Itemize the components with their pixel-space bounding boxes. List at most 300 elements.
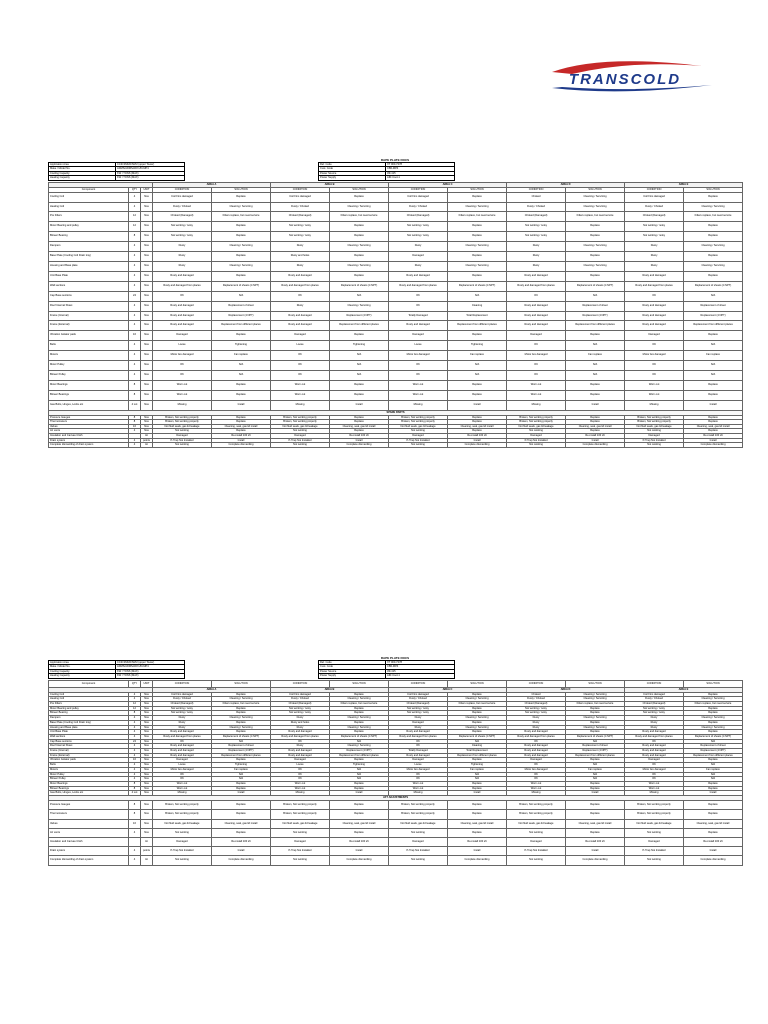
condition-cell: Missing bbox=[625, 400, 684, 410]
condition-cell: Not working / noisy bbox=[389, 232, 448, 242]
solution-cell: N/A bbox=[566, 361, 625, 371]
unit-cell: Nos bbox=[141, 777, 153, 782]
condition-cell: Rusty bbox=[507, 252, 566, 262]
unit-cell: Nos bbox=[141, 271, 153, 281]
solution-cell: Replace bbox=[684, 720, 743, 725]
unit-cell: Nos bbox=[141, 786, 153, 791]
component-name: Pressure Gauges bbox=[49, 415, 129, 420]
col-qty: QTY bbox=[129, 187, 141, 192]
solution-cell: N/A bbox=[566, 772, 625, 777]
solution-cell: Install bbox=[566, 438, 625, 443]
solution-cell: Cleaning / Servicing bbox=[212, 202, 271, 212]
qty-cell: 4 bbox=[129, 321, 141, 331]
unit-cell: Nos bbox=[141, 415, 153, 420]
table-row bbox=[49, 810, 743, 819]
unit-cell: Nos bbox=[141, 763, 153, 768]
component-name: Vibration Isolator pads bbox=[49, 331, 129, 341]
condition-cell: Choked (Damaged) bbox=[625, 212, 684, 222]
sheet-title: RAPE PLATE DOCS bbox=[380, 158, 410, 162]
solution-cell: N/A bbox=[684, 361, 743, 371]
table-row bbox=[49, 271, 743, 281]
condition-cell: OK bbox=[507, 361, 566, 371]
qty-cell: 8 bbox=[129, 781, 141, 786]
table-row bbox=[49, 443, 743, 448]
condition-cell: Rusty and damaged bbox=[389, 730, 448, 735]
solution-cell: Replace bbox=[212, 781, 271, 786]
condition-cell: Worn out bbox=[389, 786, 448, 791]
condition-cell: Rusty bbox=[507, 725, 566, 730]
solution-cell: Replace bbox=[212, 420, 271, 425]
condition-cell: OK bbox=[507, 341, 566, 351]
condition-cell: Not fluid seals, gas lid leakage bbox=[153, 819, 212, 828]
solution-cell: Replace bbox=[448, 706, 507, 711]
condition-cell: P-Trap Not Installed bbox=[271, 438, 330, 443]
condition-cell: Rusty and damaged bbox=[153, 749, 212, 754]
meta-value: KW / TONS (MAX) bbox=[116, 674, 185, 678]
solution-cell: Replacement from different places bbox=[212, 321, 271, 331]
solution-cell: Replace bbox=[212, 692, 271, 697]
table-row bbox=[49, 281, 743, 291]
component-name: Complete dismantling of drain system bbox=[49, 443, 129, 448]
condition-cell: Choked (Damaged) bbox=[507, 212, 566, 222]
condition-cell: OK bbox=[271, 361, 330, 371]
solution-cell: Replacement of sheet bbox=[566, 744, 625, 749]
qty-cell: 4 bbox=[129, 730, 141, 735]
condition-cell: Damaged bbox=[389, 720, 448, 725]
condition-cell: Not working / noisy bbox=[389, 711, 448, 716]
solution-cell: Replace bbox=[448, 232, 507, 242]
condition-cell: Broken, Not working properly bbox=[153, 415, 212, 420]
table-row bbox=[49, 380, 743, 390]
qty-cell: 4 bbox=[129, 753, 141, 758]
condition-cell: Dusty / Choked bbox=[153, 697, 212, 702]
component-name: Insulation and Canvas Cloth bbox=[49, 837, 129, 846]
condition-cell: Damaged bbox=[625, 433, 684, 438]
solution-cell: N/A bbox=[566, 291, 625, 301]
component-name: Blower Bearings bbox=[49, 786, 129, 791]
condition-cell: Coil Fins damaged bbox=[271, 192, 330, 202]
solution-cell: Replace bbox=[566, 420, 625, 425]
condition-cell: Broken, Not working properly bbox=[625, 415, 684, 420]
col-condition: CONDITION bbox=[153, 187, 212, 192]
component-name: Pre Filters bbox=[49, 702, 129, 707]
solution-cell: Replace bbox=[212, 711, 271, 716]
component-name: Frame (External) bbox=[49, 753, 129, 758]
solution-cell: Replace bbox=[448, 730, 507, 735]
table-row bbox=[49, 192, 743, 202]
col-solution: SOLUTION bbox=[330, 187, 389, 192]
solution-cell: Cleaning, seal, gas lid install bbox=[212, 819, 271, 828]
solution-cell: Cleaning / Servicing bbox=[566, 692, 625, 697]
unit-cell: Nos bbox=[141, 370, 153, 380]
solution-cell: Replace bbox=[448, 192, 507, 202]
solution-cell: Cleaning / Servicing bbox=[330, 697, 389, 702]
condition-cell: P-Trap Not Installed bbox=[507, 438, 566, 443]
qty-cell: 4 bbox=[129, 749, 141, 754]
unit-cell: Nos bbox=[141, 828, 153, 837]
condition-cell: OK bbox=[507, 291, 566, 301]
condition-cell: Damaged bbox=[507, 433, 566, 438]
component-name: Base Plate (Cooling Coil Drain tray) bbox=[49, 252, 129, 262]
solution-cell: Cleaning, seal, gas lid install bbox=[684, 424, 743, 429]
condition-cell: Dusty / Choked bbox=[625, 202, 684, 212]
condition-cell: Broken, Not working properly bbox=[271, 415, 330, 420]
unit-cell: Nos bbox=[141, 753, 153, 758]
component-name: Thermometers bbox=[49, 810, 129, 819]
condition-cell: Not fluid seals, gas lid leakage bbox=[507, 424, 566, 429]
condition-cell: Not working bbox=[389, 429, 448, 434]
meta-value: KW / TONS (MAX) bbox=[116, 171, 185, 175]
table-row bbox=[49, 370, 743, 380]
solution-cell: Re-install 100 sft bbox=[212, 837, 271, 846]
condition-cell: Rusty bbox=[153, 725, 212, 730]
unit-cell: Nos bbox=[141, 261, 153, 271]
condition-cell: Coil Fins damaged bbox=[389, 692, 448, 697]
area-header: AREA D bbox=[507, 182, 625, 187]
condition-cell: P-Trap Not Installed bbox=[625, 847, 684, 856]
component-name: Gas Bolts, Hinges, Locks etc bbox=[49, 791, 129, 796]
component-name: Motor Pulley bbox=[49, 361, 129, 371]
solution-cell: N/A bbox=[330, 351, 389, 361]
condition-cell: Broken, Not working properly bbox=[153, 801, 212, 810]
qty-cell: 4 bbox=[129, 341, 141, 351]
condition-cell: Motor Are damaged bbox=[153, 351, 212, 361]
condition-cell: Not working / noisy bbox=[271, 232, 330, 242]
meta-right bbox=[318, 660, 455, 679]
solution-cell: Install bbox=[448, 791, 507, 796]
solution-cell: Replace bbox=[330, 232, 389, 242]
condition-cell: Not working bbox=[153, 828, 212, 837]
condition-cell: Damaged bbox=[271, 837, 330, 846]
condition-cell: Not fluid seals, gas lid leakage bbox=[153, 424, 212, 429]
solution-cell: Replace bbox=[212, 271, 271, 281]
solution-cell: Cleaning / Servicing bbox=[566, 202, 625, 212]
table-row bbox=[49, 819, 743, 828]
condition-cell: Worn out bbox=[271, 781, 330, 786]
solution-cell: Replace bbox=[212, 331, 271, 341]
col-solution: SOLUTION bbox=[566, 187, 625, 192]
condition-cell: Choked (Damaged) bbox=[271, 702, 330, 707]
solution-cell: Replace bbox=[448, 271, 507, 281]
meta-value: 3Ф-415 bbox=[386, 669, 455, 673]
solution-cell: Replacement (4 NPT) bbox=[212, 311, 271, 321]
component-name: Housing and Base plate bbox=[49, 725, 129, 730]
solution-cell: Cleaning, seal, gas lid install bbox=[566, 819, 625, 828]
condition-cell: OK bbox=[625, 739, 684, 744]
spare-parts-heading: SPARE PARTS bbox=[49, 410, 743, 415]
condition-cell: Motor Are damaged bbox=[389, 767, 448, 772]
solution-cell: Replace bbox=[684, 706, 743, 711]
condition-cell: Dusty / Choked bbox=[271, 697, 330, 702]
condition-cell: Damaged bbox=[153, 758, 212, 763]
qty-cell: 16 bbox=[129, 424, 141, 429]
condition-cell: Not working / noisy bbox=[153, 706, 212, 711]
solution-cell: Complete dismantling bbox=[684, 443, 743, 448]
solution-cell: N/A bbox=[448, 739, 507, 744]
meta-value: CCR-SMUD/SMU (upper Tower) bbox=[116, 163, 185, 167]
condition-cell: Dusty bbox=[507, 716, 566, 721]
condition-cell: Loose bbox=[389, 341, 448, 351]
qty-cell: 4 bbox=[129, 192, 141, 202]
component-name: Roof Internal Sheet bbox=[49, 744, 129, 749]
qty-cell: 8 bbox=[129, 232, 141, 242]
condition-cell: Coil Fins damaged bbox=[389, 192, 448, 202]
condition-cell: OK bbox=[625, 361, 684, 371]
table-row bbox=[49, 801, 743, 810]
solution-cell: Replacement (4 NPT) bbox=[212, 749, 271, 754]
unit-cell: Nos bbox=[141, 301, 153, 311]
solution-cell: Replace bbox=[684, 692, 743, 697]
unit-cell: Nos bbox=[141, 281, 153, 291]
meta-label: Application Area bbox=[49, 163, 116, 167]
solution-cell: Fan replace bbox=[448, 351, 507, 361]
qty-cell: 4 bbox=[129, 311, 141, 321]
col-condition: CONDITION bbox=[625, 187, 684, 192]
solution-cell: Replacement from different places bbox=[330, 753, 389, 758]
solution-cell: Replace bbox=[684, 730, 743, 735]
condition-cell: Broken, Not working properly bbox=[507, 420, 566, 425]
meta-label: Cooling Capacity bbox=[49, 669, 116, 673]
condition-cell: Rusty and damaged bbox=[389, 753, 448, 758]
unit-cell: Nos bbox=[141, 739, 153, 744]
component-name: Blower Bearings bbox=[49, 390, 129, 400]
solution-cell: Replace bbox=[330, 786, 389, 791]
solution-cell: N/A bbox=[330, 361, 389, 371]
solution-cell: Tightening bbox=[212, 341, 271, 351]
col-condition: CONDITION bbox=[625, 680, 684, 687]
condition-cell: Rusty and damaged from places bbox=[153, 281, 212, 291]
meta-section bbox=[48, 660, 742, 679]
solution-cell: Install bbox=[448, 400, 507, 410]
unit-cell: Nos bbox=[141, 212, 153, 222]
condition-cell: Rusty and damaged bbox=[507, 753, 566, 758]
condition-cell: Not working bbox=[507, 443, 566, 448]
qty-cell: 16 bbox=[129, 758, 141, 763]
col-solution: SOLUTION bbox=[448, 187, 507, 192]
component-name: Drain system bbox=[49, 847, 129, 856]
solution-cell: Cleaning, seal, gas lid install bbox=[330, 424, 389, 429]
solution-cell: Replace bbox=[566, 380, 625, 390]
component-name: Insulation and Canvas Cloth bbox=[49, 433, 129, 438]
condition-cell: Not working bbox=[153, 856, 212, 865]
qty-cell: 8 bbox=[129, 420, 141, 425]
solution-cell: Filters replace, but need service bbox=[330, 702, 389, 707]
condition-cell: Not working / noisy bbox=[507, 706, 566, 711]
solution-cell: Replace bbox=[330, 706, 389, 711]
condition-cell: Rusty and damaged bbox=[507, 311, 566, 321]
component-name: Pressure Gauges bbox=[49, 801, 129, 810]
solution-cell: Replace bbox=[330, 810, 389, 819]
condition-cell: Rusty bbox=[625, 720, 684, 725]
component-name: Motor Bearing and pulley bbox=[49, 222, 129, 232]
solution-cell: Cleaning / Servicing bbox=[566, 697, 625, 702]
solution-cell: Replacement of sheets (4 NPT) bbox=[566, 281, 625, 291]
condition-cell: Rusty and damaged bbox=[271, 321, 330, 331]
condition-cell: Worn out bbox=[389, 380, 448, 390]
component-name: Frame (External) bbox=[49, 321, 129, 331]
solution-cell: Install bbox=[684, 791, 743, 796]
condition-cell: Worn out bbox=[507, 380, 566, 390]
solution-cell: Install bbox=[330, 438, 389, 443]
solution-cell: Re-install 100 sft bbox=[330, 837, 389, 846]
solution-cell: Fan replace bbox=[566, 351, 625, 361]
component-name: Drain system bbox=[49, 438, 129, 443]
solution-cell: Replace bbox=[330, 429, 389, 434]
solution-cell: Replace bbox=[566, 730, 625, 735]
condition-cell: Missing bbox=[507, 400, 566, 410]
solution-cell: Replace bbox=[566, 232, 625, 242]
col-condition: CONDITION bbox=[153, 680, 212, 687]
meta-value: ADMS/ADMS/ADX-80-MP4 bbox=[116, 665, 185, 669]
solution-cell: Re-install 100 sft bbox=[212, 433, 271, 438]
unit-cell: Nos bbox=[141, 341, 153, 351]
condition-cell: Dusty bbox=[625, 716, 684, 721]
area-header: AREA A bbox=[153, 182, 271, 187]
area-header: AREA D bbox=[507, 687, 625, 692]
solution-cell: Replacement (4 NPT) bbox=[684, 749, 743, 754]
qty-cell: 4 bbox=[129, 763, 141, 768]
condition-cell: Not fluid seals, gas lid leakage bbox=[271, 819, 330, 828]
condition-cell: Worn out bbox=[507, 390, 566, 400]
solution-cell: Install bbox=[684, 438, 743, 443]
condition-cell: OK bbox=[625, 763, 684, 768]
table-row bbox=[49, 341, 743, 351]
condition-cell: Not working / noisy bbox=[507, 711, 566, 716]
condition-cell: Broken, Not working properly bbox=[507, 801, 566, 810]
qty-cell: 8 bbox=[129, 711, 141, 716]
condition-cell: Missing bbox=[153, 400, 212, 410]
solution-cell: Replace bbox=[212, 720, 271, 725]
unit-cell: Nos bbox=[141, 311, 153, 321]
condition-cell: Rusty and damaged bbox=[153, 311, 212, 321]
solution-cell: N/A bbox=[330, 767, 389, 772]
solution-cell: Replace bbox=[330, 271, 389, 281]
solution-cell: Replacement from different places bbox=[448, 321, 507, 331]
col-solution: SOLUTION bbox=[212, 187, 271, 192]
solution-cell: Fan replace bbox=[212, 351, 271, 361]
solution-cell: Replace bbox=[684, 252, 743, 262]
solution-cell: Replace bbox=[448, 711, 507, 716]
qty-cell: 4 bbox=[129, 716, 141, 721]
condition-cell: P-Trap Not Installed bbox=[389, 438, 448, 443]
meta-label: Make / Model No. bbox=[49, 167, 116, 171]
condition-cell: Missing bbox=[271, 400, 330, 410]
unit-cell: Nos bbox=[141, 252, 153, 262]
solution-cell: Filters replace, but need service bbox=[684, 702, 743, 707]
unit-cell: Nos bbox=[141, 758, 153, 763]
unit-cell: points bbox=[141, 847, 153, 856]
condition-cell: Worn out bbox=[153, 380, 212, 390]
component-name: Blower Pulley bbox=[49, 777, 129, 782]
solution-cell: Complete dismantling bbox=[684, 856, 743, 865]
unit-cell: points bbox=[141, 438, 153, 443]
condition-cell: Rusty and damaged bbox=[153, 753, 212, 758]
condition-cell: Coil Fins damaged bbox=[625, 692, 684, 697]
unit-cell: Nos bbox=[141, 744, 153, 749]
solution-cell: Replace bbox=[448, 786, 507, 791]
meta-value: KW / TONS (MAX) bbox=[116, 669, 185, 673]
solution-cell: Complete dismantling bbox=[448, 443, 507, 448]
solution-cell: Replace bbox=[448, 222, 507, 232]
unit-cell: Nos bbox=[141, 781, 153, 786]
solution-cell: Replace bbox=[448, 758, 507, 763]
unit-cell: Nos bbox=[141, 819, 153, 828]
condition-cell: Broken, Not working properly bbox=[389, 420, 448, 425]
col-solution: SOLUTION bbox=[448, 680, 507, 687]
condition-cell: Not working / noisy bbox=[625, 222, 684, 232]
component-name: Dampers bbox=[49, 716, 129, 721]
solution-cell: N/A bbox=[684, 341, 743, 351]
solution-cell: Replace bbox=[566, 711, 625, 716]
unit-cell: Nos bbox=[141, 772, 153, 777]
condition-cell: Rusty bbox=[389, 261, 448, 271]
condition-cell: Loose bbox=[271, 763, 330, 768]
condition-cell: Damaged bbox=[389, 252, 448, 262]
solution-cell: N/A bbox=[566, 777, 625, 782]
solution-cell: Replace bbox=[330, 331, 389, 341]
solution-cell: Replace bbox=[566, 415, 625, 420]
area-header: AREA B bbox=[271, 182, 389, 187]
condition-cell: Dusty bbox=[153, 716, 212, 721]
col-component: Component bbox=[49, 680, 129, 687]
component-name: Motors bbox=[49, 767, 129, 772]
solution-cell: Replace bbox=[684, 390, 743, 400]
qty-cell: 16 bbox=[129, 331, 141, 341]
solution-cell: Replacement of sheets (4 NPT) bbox=[330, 734, 389, 739]
condition-cell: Rusty and damaged from places bbox=[625, 281, 684, 291]
condition-cell: Not working bbox=[389, 828, 448, 837]
condition-cell: OK bbox=[389, 361, 448, 371]
condition-cell: Not working bbox=[625, 429, 684, 434]
condition-cell: Not working / noisy bbox=[507, 232, 566, 242]
table-row bbox=[49, 301, 743, 311]
unit-cell: Nos bbox=[141, 420, 153, 425]
component-name: Cooling Coil bbox=[49, 692, 129, 697]
condition-cell: Dusty bbox=[271, 716, 330, 721]
condition-cell: Rusty bbox=[625, 725, 684, 730]
solution-cell: Replace bbox=[212, 786, 271, 791]
area-header: AREA C bbox=[389, 687, 507, 692]
condition-cell: Loose bbox=[389, 763, 448, 768]
solution-cell: Filters replace, but need service bbox=[566, 212, 625, 222]
solution-cell: Complete dismantling bbox=[212, 443, 271, 448]
solution-cell: Replace bbox=[330, 730, 389, 735]
condition-cell: Worn out bbox=[507, 781, 566, 786]
condition-cell: Rusty bbox=[271, 725, 330, 730]
qty-cell: 8 bbox=[129, 415, 141, 420]
condition-cell: Rusty bbox=[271, 744, 330, 749]
condition-cell: Rusty and damaged bbox=[271, 271, 330, 281]
condition-cell: Not working / noisy bbox=[153, 222, 212, 232]
solution-cell: Cleaning / Servicing bbox=[684, 202, 743, 212]
condition-cell: Choked (Damaged) bbox=[271, 212, 330, 222]
condition-cell: Rusty and damaged bbox=[389, 271, 448, 281]
solution-cell: Filters replace, but need service bbox=[684, 212, 743, 222]
condition-cell: Not working bbox=[271, 828, 330, 837]
condition-cell: Broken, Not working properly bbox=[389, 801, 448, 810]
meta-value: CCR-SMUD/SMU (upper Tower) bbox=[116, 661, 185, 665]
condition-cell: Rusty and damaged bbox=[153, 321, 212, 331]
solution-cell: Replace bbox=[448, 390, 507, 400]
solution-cell: Replace bbox=[330, 420, 389, 425]
condition-cell: Not working / noisy bbox=[507, 222, 566, 232]
condition-cell: Rusty and damaged from places bbox=[389, 281, 448, 291]
solution-cell: Replace bbox=[212, 192, 271, 202]
solution-cell: Replacement of sheets (4 NPT) bbox=[684, 734, 743, 739]
condition-cell: Not working bbox=[625, 828, 684, 837]
qty-cell: 4 bbox=[129, 847, 141, 856]
solution-cell: Re-install 100 sft bbox=[684, 837, 743, 846]
